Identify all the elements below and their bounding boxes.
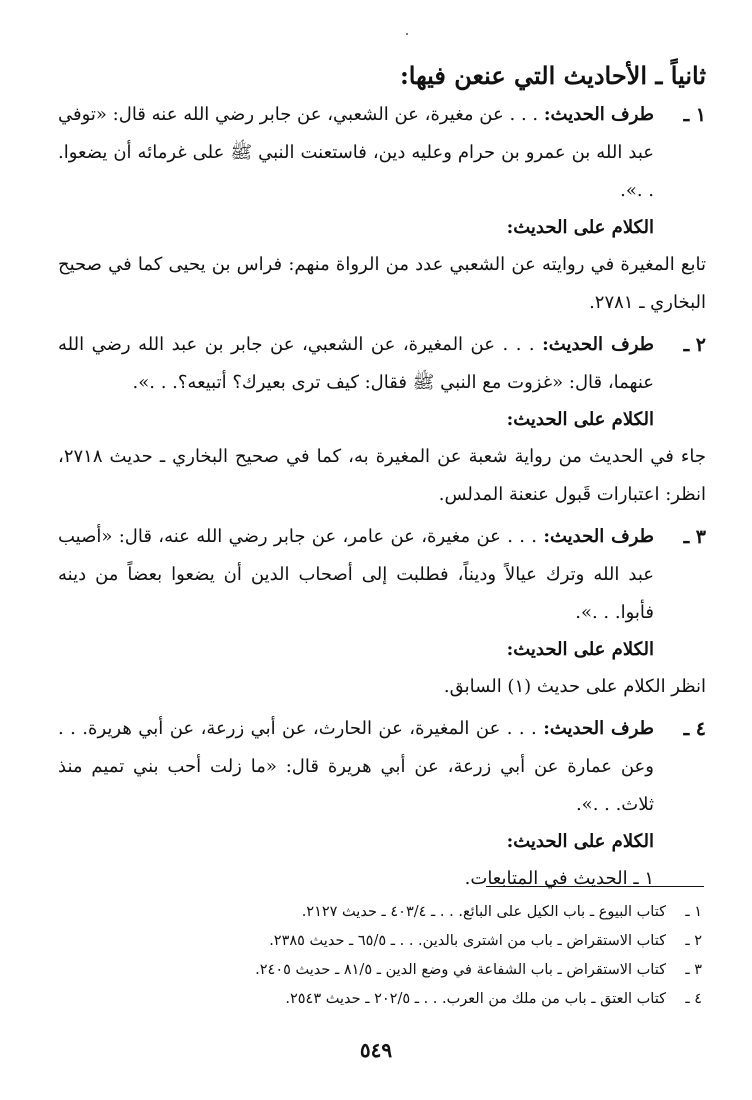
comment-heading: الكلام على الحديث: — [506, 831, 654, 852]
comment-text: ١ ـ الحديث في المتابعات. — [464, 868, 654, 889]
hadith-text — [58, 326, 654, 402]
hadith-label: طرف الحديث: — [543, 718, 654, 739]
hadith-label: طرف الحديث: — [543, 104, 654, 125]
item-number: ١ ـ — [683, 104, 706, 126]
footnote-number: ٢ ـ — [685, 933, 702, 949]
hadith-body: . . . عن مغيرة، عن عامر، عن جابر رضي الله عنه، قال: «أصيب عبد الله وترك عيالاً وديناً، فطلبت إلى أصحاب الدين أن يضعوا بعضاً من دينه فأبوا. . .». — [58, 526, 654, 623]
footnote-4 — [60, 985, 702, 1014]
footnote-1 — [60, 898, 702, 927]
footnote-text: كتاب الاستقراض ـ باب من اشترى بالدين. . . ـ ٦٥/٥ ـ حديث ٢٣٨٥. — [269, 933, 666, 949]
footnote-text: كتاب الاستقراض ـ باب الشفاعة في وضع الدين ـ ٨١/٥ ـ حديث ٢٤٠٥. — [255, 962, 666, 978]
hadith-item-1 — [58, 96, 706, 246]
footnote-3 — [60, 956, 702, 985]
hadith-text — [58, 710, 654, 824]
footnote-text: كتاب العتق ـ باب من ملك من العرب. . . ـ ٢٠٢/٥ ـ حديث ٢٥٤٣. — [285, 991, 666, 1007]
scan-mark — [406, 33, 408, 35]
footnotes — [60, 898, 702, 1014]
hadith-label: طرف الحديث: — [542, 334, 654, 355]
comment-heading: الكلام على الحديث: — [506, 639, 654, 660]
footnote-number: ٤ ـ — [685, 991, 702, 1007]
footnote-text: كتاب البيوع ـ باب الكيل على البائع. . . ـ ٤٠٣/٤ ـ حديث ٢١٢٧. — [301, 904, 666, 920]
item-number: ٣ ـ — [683, 526, 706, 548]
hadith-label: طرف الحديث: — [543, 526, 654, 547]
footnote-separator — [486, 886, 704, 887]
comment-heading: الكلام على الحديث: — [506, 409, 654, 430]
footnote-number: ٣ ـ — [685, 962, 702, 978]
comment-heading: الكلام على الحديث: — [506, 217, 654, 238]
comment-text: تابع المغيرة في روايته عن الشعبي عدد من الرواة منهم: فراس بن يحيى كما في صحيح البخاري ـ ٢٧٨١. — [58, 254, 706, 313]
section-title: ثانياً ـ الأحاديث التي عنعن فيها: — [399, 61, 706, 90]
footnote-2 — [60, 927, 702, 956]
hadith-text — [58, 96, 654, 210]
hadith-body: . . . عن مغيرة، عن الشعبي، عن جابر رضي الله عنه قال: «توفي عبد الله بن عمرو بن حرام وعليه دين، فاستعنت النبي ﷺ على غرمائه أن يضعوا. . .». — [58, 104, 654, 201]
comment-text: انظر الكلام على حديث (١) السابق. — [443, 676, 706, 697]
item-number: ٤ ـ — [683, 718, 706, 740]
hadith-item-4 — [58, 710, 706, 898]
footnote-number: ١ ـ — [685, 904, 702, 920]
page-body — [58, 56, 706, 898]
hadith-text — [58, 518, 654, 632]
item-number: ٢ ـ — [683, 334, 706, 356]
hadith-item-3 — [58, 518, 706, 668]
comment-text: جاء في الحديث من رواية شعبة عن المغيرة به، كما في صحيح البخاري ـ حديث ٢٧١٨، انظر: اعتبارات قَبول عنعنة المدلس. — [58, 446, 706, 505]
hadith-body: . . . عن المغيرة، عن الشعبي، عن جابر بن عبد الله رضي الله عنهما، قال: «غزوت مع النبي ﷺ فقال: كيف ترى بعيرك؟ أتبيعه؟. . .». — [58, 334, 654, 393]
hadith-body: . . . عن المغيرة، عن الحارث، عن أبي زرعة، عن أبي هريرة. . . وعن عمارة عن أبي زرعة، عن أبي هريرة قال: «ما زلت أحب بني تميم منذ ثلاث. . .». — [58, 718, 654, 815]
page-number: ٥٤٩ — [359, 1038, 393, 1062]
hadith-item-2 — [58, 326, 706, 438]
